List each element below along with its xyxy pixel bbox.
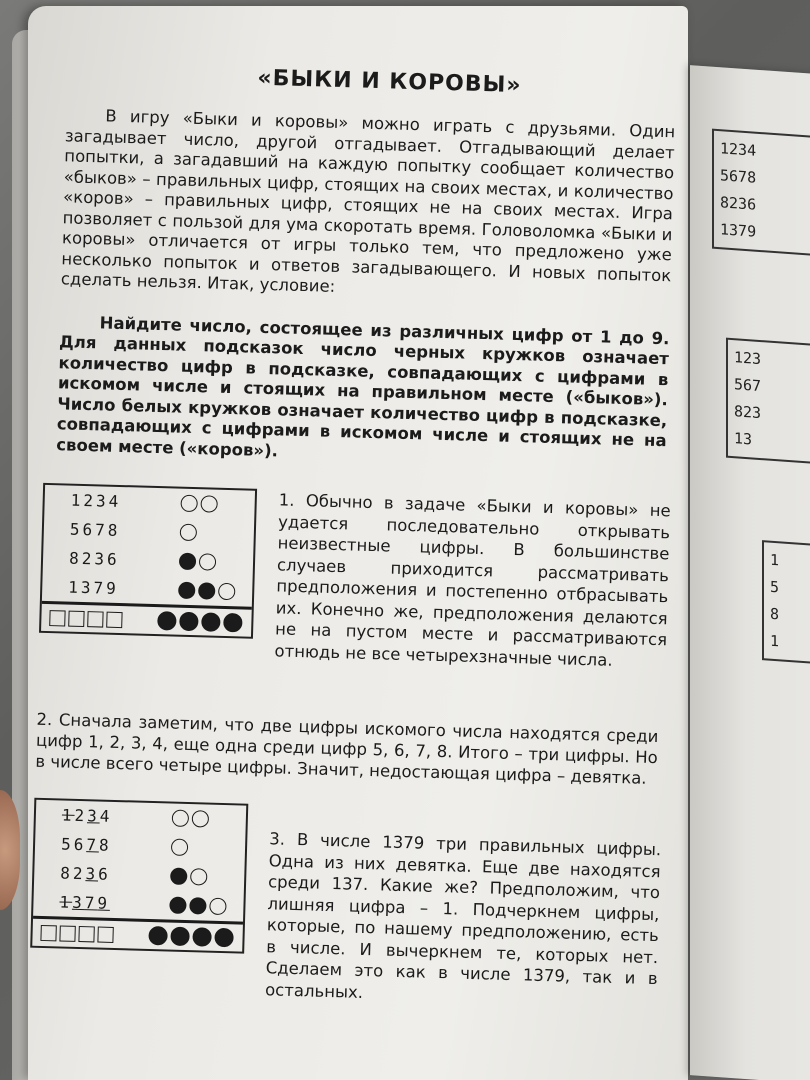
step3-row	[28, 798, 664, 1055]
right-box-line: 1234	[720, 139, 757, 160]
hint-digit: 6	[97, 864, 112, 884]
hint-number: 1379	[68, 577, 120, 598]
white-circle	[180, 495, 197, 512]
answer-row	[32, 916, 243, 952]
right-box-line: 1	[770, 550, 780, 570]
white-circle	[172, 810, 189, 827]
answer-square	[78, 926, 94, 942]
hint-marks	[180, 524, 197, 541]
white-circle	[190, 868, 207, 885]
hint-digit: 5	[60, 834, 75, 854]
right-box-line: 1379	[720, 220, 757, 241]
hint-digit: 8	[98, 835, 112, 855]
white-circle	[199, 553, 216, 570]
answer-marks	[148, 926, 233, 947]
condition-paragraph: Найдите число, состоящее из различных цифр от 1 до 9. Для данных подсказок число черных кружков означает количество цифр в подсказке, совпадающих с цифрами в искомом числе и стоящих на правильном месте («быков»). Число белых кружков означает количество цифр в подсказке, совпадающих с цифрами в искомом числе и стоящих не на своем месте («коров»).	[56, 312, 670, 460]
hint-digit: 1	[61, 805, 75, 825]
hint-digit: 3	[71, 892, 86, 913]
right-box-line: 5678	[720, 166, 757, 187]
black-circle	[179, 553, 196, 570]
hint-digit: 9	[97, 893, 111, 913]
hint-digit: 2	[74, 805, 88, 826]
white-circle	[209, 898, 226, 915]
right-page	[690, 65, 810, 1080]
black-circle	[223, 613, 243, 633]
right-puzzle-box-1	[712, 129, 810, 257]
right-box-line: 823	[734, 402, 762, 423]
hint-marks	[169, 897, 226, 916]
step1-paragraph: 1. Обычно в задаче «Быки и коровы» не удается последовательно открывать неизвестные цифры. В большинстве случаев приходится рассматривать предположения и постепенно отбрасывать их. Конечно же, предположения делаются не на пустом месте и рассматриваются отнюдь не все четырехзначные числа.	[274, 490, 671, 670]
hint-digit: 7	[86, 835, 100, 855]
hint-number: 5678	[69, 519, 121, 541]
answer-square	[40, 924, 56, 940]
black-circle	[201, 612, 221, 632]
hint-number: 1234	[70, 490, 122, 512]
hint-marks	[170, 868, 207, 886]
answer-square	[49, 610, 65, 626]
hint-marks	[171, 839, 188, 856]
answer-square	[97, 926, 113, 942]
white-circle	[180, 524, 197, 541]
hint-marks	[179, 553, 216, 571]
step1-row	[36, 483, 672, 740]
page-content	[28, 60, 685, 1055]
step3-paragraph: 3. В числе 1379 три правильных цифры. Одна из них девятка. Еще две находятся среди 137. Какие же? Предположим, что лишняя цифра – 1. Подчеркнем цифры, которые, по нашему предположению, есть в числе. И вычеркнем те, которых нет. Сделаем это как в числе 1379, так и в остальных.	[264, 829, 662, 1002]
right-box-line: 13	[734, 429, 753, 449]
hint-number: 8236	[68, 548, 120, 569]
hint-marks	[180, 495, 217, 513]
right-puzzle-box-3	[762, 540, 810, 665]
white-circle	[171, 839, 188, 856]
hint-digit: 8	[60, 863, 74, 883]
answer-square	[68, 610, 84, 626]
right-box-line: 123	[734, 348, 762, 369]
answer-square	[106, 611, 122, 627]
page-title: «БЫКИ И КОРОВЫ»	[257, 65, 522, 99]
black-circle	[198, 582, 215, 599]
puzzle-box-1	[39, 483, 257, 639]
answer-marks	[157, 611, 242, 632]
white-circle	[192, 810, 209, 827]
hint-digit: 1	[59, 892, 73, 912]
hint-number	[62, 805, 172, 827]
right-box-line: 8236	[720, 193, 757, 214]
black-circle	[148, 926, 168, 946]
right-puzzle-box-2	[726, 338, 810, 465]
right-box-line: 567	[734, 375, 762, 396]
right-box-line: 8	[770, 604, 780, 624]
black-circle	[170, 927, 190, 947]
intro-paragraph: В игру «Быки и коровы» можно играть с друзьями. Один загадывает число, другой отгадывает. Отгадывающий делает попытки, а загадавший на каждую попытку сообщает количество «быков» – правильных цифр, стоящих на своих местах, и количество «коров» – правильных цифр, стоящих не на своих местах. Игра позволяет с пользой для ума скоротать время. Головоломка «Быки и коровы» отличается от игры только тем, что предложено уже несколько попыток и ответов загадывающего. И новых попыток сделать нельзя. Итак, условие:	[60, 106, 676, 296]
puzzle-box-2	[30, 798, 248, 954]
hint-number	[60, 863, 170, 885]
hint-digit: 7	[84, 893, 98, 913]
hint-digit: 2	[72, 863, 86, 884]
answer-row	[41, 601, 252, 637]
hint-marks	[172, 810, 209, 828]
hint-digit: 3	[86, 806, 101, 826]
black-circle	[178, 582, 195, 599]
black-circle	[170, 868, 187, 885]
answer-square	[87, 611, 103, 627]
black-circle	[214, 928, 234, 948]
black-circle	[189, 897, 206, 914]
black-circle	[169, 897, 186, 914]
hint-digit: 3	[85, 864, 99, 884]
hint-number	[61, 834, 171, 856]
white-circle	[200, 495, 217, 512]
hint-marks	[178, 582, 235, 601]
white-circle	[218, 583, 235, 600]
step2-paragraph: 2. Сначала заметим, что две цифры искомого числа находятся среди цифр 1, 2, 3, 4, еще одна среди цифр 5, 6, 7, 8. Итого – три цифры. Но в числе всего четыре цифры. Значит, недостающая цифра – девятка.	[35, 709, 659, 788]
answer-square	[59, 925, 75, 941]
right-box-line: 5	[770, 577, 780, 597]
black-circle	[192, 927, 212, 947]
hint-digit: 4	[99, 806, 113, 826]
hint-number	[59, 892, 169, 914]
right-box-line: 1	[770, 631, 780, 651]
black-circle	[157, 611, 177, 631]
black-circle	[179, 612, 199, 632]
hint-digit: 6	[73, 834, 87, 855]
